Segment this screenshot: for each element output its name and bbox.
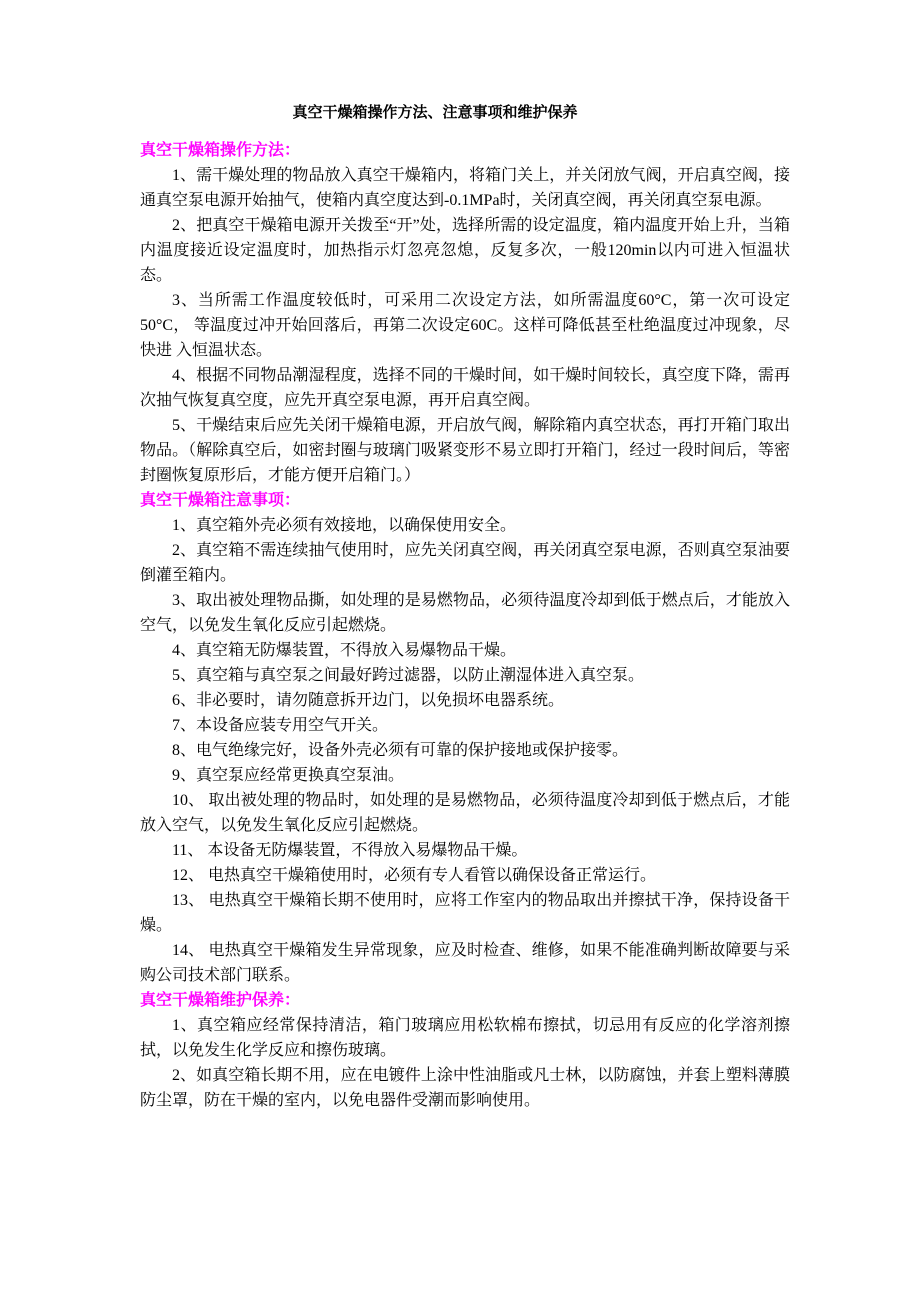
paragraph: 9、真空泵应经常更换真空泵油。 <box>172 767 405 784</box>
paragraph: 6、非必要时，请勿随意拆开边门，以免损坏电器系统。 <box>172 692 565 709</box>
section-heading: 真空干燥箱维护保养： <box>140 992 301 1009</box>
paragraph: 1、真空箱应经常保持清洁，箱门玻璃应用松软棉布擦拭，切忌用有反应的化学溶剂擦拭，以免发生化学反应和擦伤玻璃。 <box>140 1017 790 1059</box>
paragraph: 13、 电热真空干燥箱长期不使用时，应将工作室内的物品取出并擦拭干净，保持设备干 燥。 <box>140 892 790 934</box>
paragraph: 4、真空箱无防爆装置，不得放入易爆物品干燥。 <box>172 642 517 659</box>
paragraph: 12、 电热真空干燥箱使用时，必须有专人看管以确保设备正常运行。 <box>172 867 657 884</box>
section-heading: 真空干燥箱注意事项： <box>140 492 301 509</box>
paragraph: 2、如真空箱长期不用，应在电镀件上涂中性油脂或凡士林，以防腐蚀，并套上塑料薄膜防尘罩，防在干燥的室内，以免电器件受潮而影响使用。 <box>140 1067 790 1109</box>
paragraph: 11、 本设备无防爆装置，不得放入易爆物品干燥。 <box>172 842 528 859</box>
paragraph: 2、把真空干燥箱电源开关拨至“开”处，选择所需的设定温度，箱内温度开始上升，当箱内温度接近设定温度时，加热指示灯忽亮忽熄，反复多次，一般120min以内可进入恒温状态。 <box>140 217 790 284</box>
paragraph: 2、真空箱不需连续抽气使用时，应先关闭真空阀，再关闭真空泵电源，否则真空泵油要倒灌至箱内。 <box>140 542 790 584</box>
paragraph: 4、根据不同物品潮湿程度，选择不同的干燥时间，如干燥时间较长，真空度下降，需再次抽气恢复真空度，应先开真空泵电源，再开启真空阀。 <box>140 367 790 409</box>
paragraph: 1、真空箱外壳必须有效接地，以确保使用安全。 <box>172 517 517 534</box>
paragraph: 8、电气绝缘完好，设备外壳必须有可靠的保护接地或保护接零。 <box>172 742 629 759</box>
paragraph: 3、取出被处理物品撕，如处理的是易燃物品，必须待温度冷却到低于燃点后，才能放入空气，以免发生氧化反应引起燃烧。 <box>140 592 790 634</box>
paragraph: 5、干燥结束后应先关闭干燥箱电源，开启放气阀，解除箱内真空状态，再打开箱门取出物品。（解除真空后，如密封圈与玻璃门吸紧变形不易立即打开箱门，经过一段时间后，等密封圈恢复原形后，才能方便开启箱门。） <box>140 417 790 484</box>
paragraph: 1、需干燥处理的物品放入真空干燥箱内，将箱门关上，并关闭放气阀，开启真空阀，接通真空泵电源开始抽气，使箱内真空度达到-0.1MPa时，关闭真空阀，再关闭真空泵电源。 <box>140 167 790 209</box>
paragraph: 5、真空箱与真空泵之间最好跨过滤器，以防止潮湿体进入真空泵。 <box>172 667 645 684</box>
paragraph: 14、 电热真空干燥箱发生异常现象，应及时检查、维修，如果不能准确判断故障要与采 购公司技术部门联系。 <box>140 942 790 984</box>
paragraph: 10、 取出被处理的物品时，如处理的是易燃物品，必须待温度冷却到低于燃点后，才能 放入空气，以免发生氧化反应引起燃烧。 <box>140 792 790 834</box>
section-heading: 真空干燥箱操作方法： <box>140 142 301 159</box>
document-body <box>140 138 790 1113</box>
paragraph: 7、本设备应装专用空气开关。 <box>172 717 389 734</box>
paragraph: 3、当所需工作温度较低时，可采用二次设定方法，如所需温度60°C，第一次可设定50°C， 等温度过冲开始回落后，再第二次设定60C。这样可降低甚至杜绝温度过冲现象，尽快进 入恒温状态。 <box>140 292 790 359</box>
document-title: 真空干燥箱操作方法、注意事项和维护保养 <box>292 105 578 121</box>
